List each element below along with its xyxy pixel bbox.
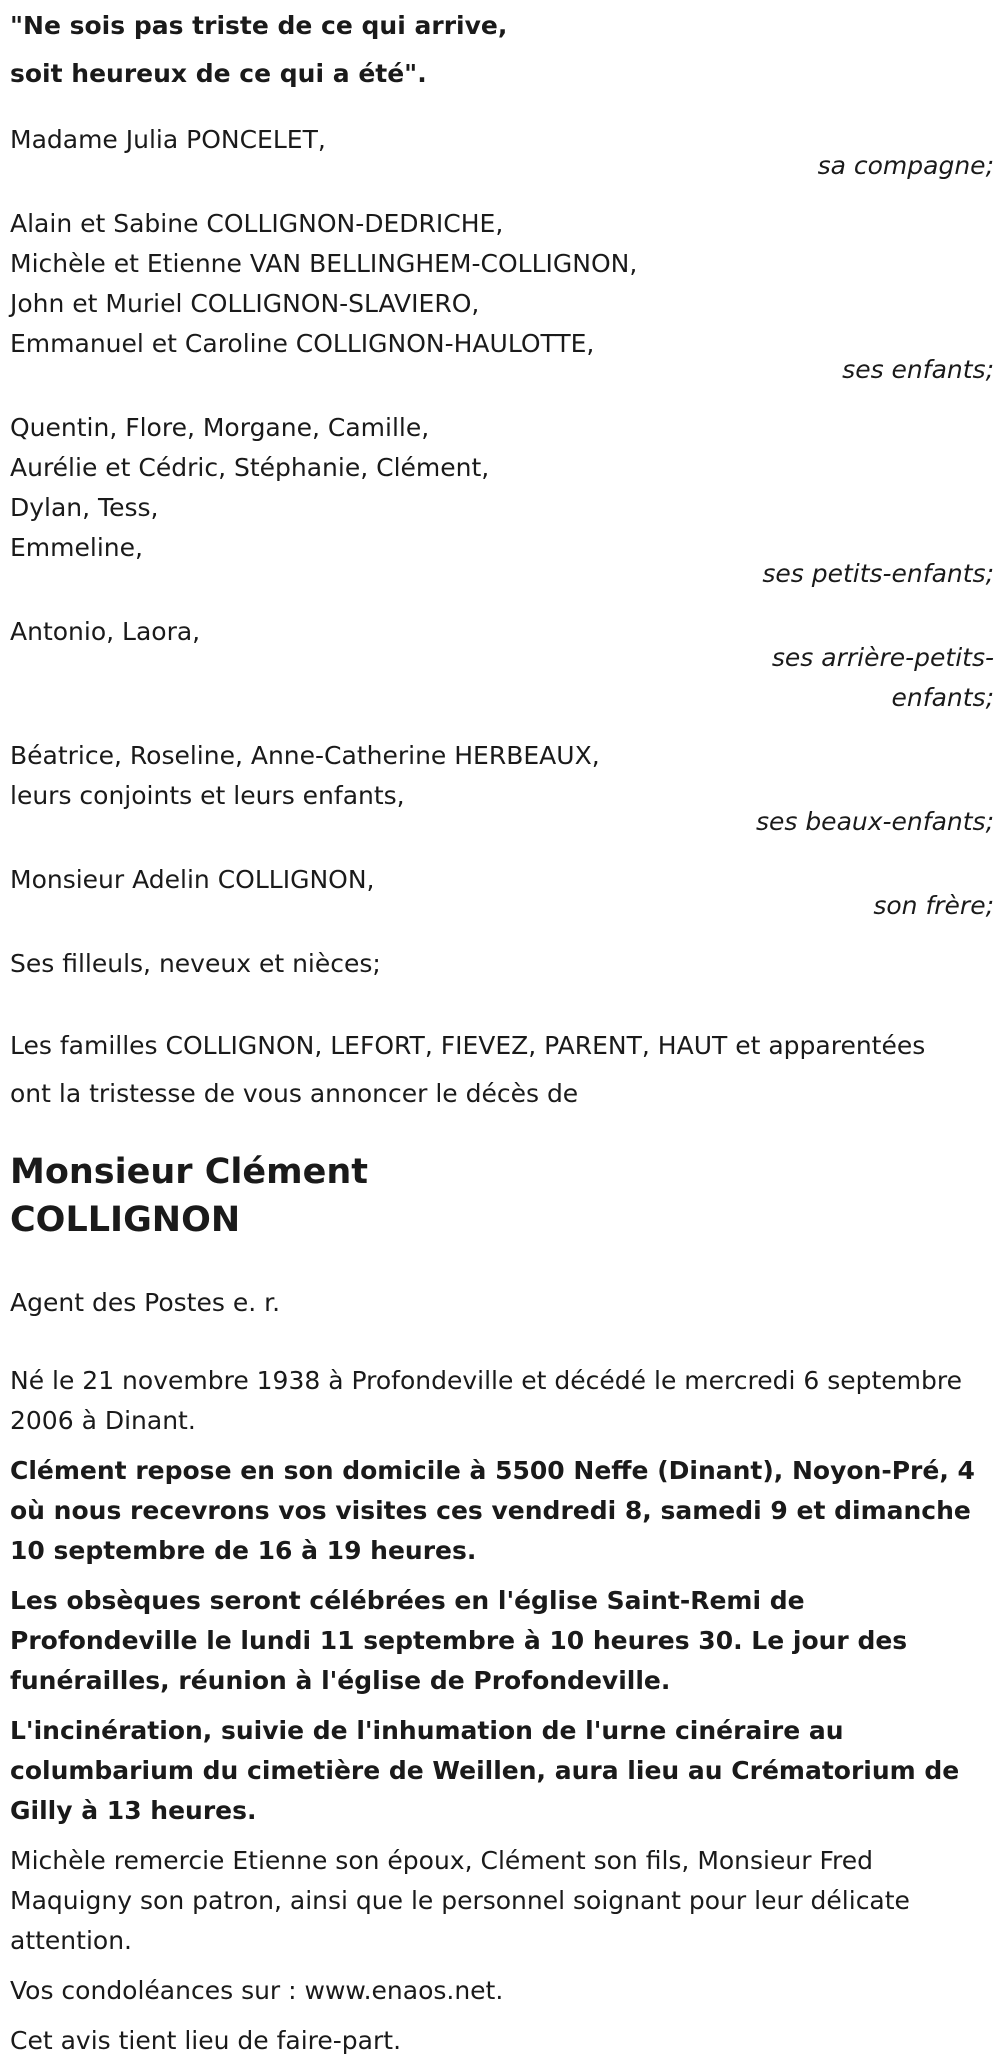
families-line-2: ont la tristesse de vous annoncer le décès de (10, 1079, 579, 1108)
family-name: Béatrice, Roseline, Anne-Catherine HERBEAUX, (10, 741, 600, 770)
deceased-name-line-1: Monsieur Clément (10, 1152, 368, 1192)
family-group-brother (10, 860, 994, 926)
family-name: Michèle et Etienne VAN BELLINGHEM-COLLIGNON, (10, 249, 638, 278)
family-group-grandchildren (10, 408, 994, 594)
family-role: ses beaux-enfants; (755, 807, 994, 836)
family-role: ses arrière-petits- (771, 643, 994, 672)
family-role: enfants; (891, 683, 994, 712)
family-group-godchildren (10, 944, 994, 984)
obituary-page (10, 0, 994, 2071)
family-role: son frère; (873, 891, 994, 920)
family-role: ses petits-enfants; (762, 559, 994, 588)
deceased-name-line-2: COLLIGNON (10, 1200, 241, 1240)
visitation-paragraph: Clément repose en son domicile à 5500 Neffe (Dinant), Noyon-Pré, 4 où nous recevrons vos visites ces vendredi 8, samedi 9 et dimanche 10 septembre de 16 à 19 heures. (10, 1456, 975, 1565)
family-name: Quentin, Flore, Morgane, Camille, (10, 413, 430, 442)
family-name: Monsieur Adelin COLLIGNON, (10, 865, 375, 894)
birth-death-paragraph: Né le 21 novembre 1938 à Profondeville et décédé le mercredi 6 septembre 2006 à Dinant. (10, 1366, 963, 1435)
family-name: Emmeline, (10, 533, 143, 562)
family-name: leurs conjoints et leurs enfants, (10, 781, 405, 810)
family-role: sa compagne; (817, 151, 994, 180)
families-line-1: Les familles COLLIGNON, LEFORT, FIEVEZ, PARENT, HAUT et apparentées (10, 1031, 926, 1060)
family-group-children (10, 204, 994, 390)
quote-line-2: soit heureux de ce qui a été". (10, 59, 427, 88)
families-announcement (10, 1022, 994, 1118)
family-list (10, 120, 994, 984)
quote-line-1: "Ne sois pas triste de ce qui arrive, (10, 11, 508, 40)
deceased-name (10, 1148, 994, 1244)
family-group-great-grandchildren (10, 612, 994, 718)
funeral-paragraph: Les obsèques seront célébrées en l'église Saint-Remi de Profondeville le lundi 11 septembre à 10 heures 30. Le jour des funérailles, réunion à l'église de Profondeville. (10, 1586, 908, 1695)
condolences-paragraph: Vos condoléances sur : www.enaos.net. (10, 1976, 504, 2005)
family-role: ses enfants; (842, 355, 994, 384)
cremation-paragraph: L'incinération, suivie de l'inhumation de l'urne cinéraire au columbarium du cimetière de Weillen, aura lieu au Crématorium de Gilly à 13 heures. (10, 1716, 960, 1825)
details-paragraphs (10, 1361, 994, 2061)
family-name: Dylan, Tess, (10, 493, 159, 522)
thanks-paragraph: Michèle remercie Etienne son époux, Clément son fils, Monsieur Fred Maquigny son patron, ainsi que le personnel soignant pour leur délicate attention. (10, 1846, 910, 1955)
family-name: Antonio, Laora, (10, 617, 201, 646)
family-name: Alain et Sabine COLLIGNON-DEDRICHE, (10, 209, 504, 238)
profession: Agent des Postes e. r. (10, 1288, 281, 1317)
family-name: Emmanuel et Caroline COLLIGNON-HAULOTTE, (10, 329, 595, 358)
family-group-stepchildren (10, 736, 994, 842)
notice-paragraph: Cet avis tient lieu de faire-part. (10, 2026, 402, 2055)
family-name: John et Muriel COLLIGNON-SLAVIERO, (10, 289, 480, 318)
family-name: Aurélie et Cédric, Stéphanie, Clément, (10, 453, 490, 482)
family-group-companion (10, 120, 994, 186)
family-name: Madame Julia PONCELET, (10, 125, 326, 154)
opening-quote (10, 0, 994, 98)
family-name: Ses filleuls, neveux et nièces; (10, 949, 381, 978)
